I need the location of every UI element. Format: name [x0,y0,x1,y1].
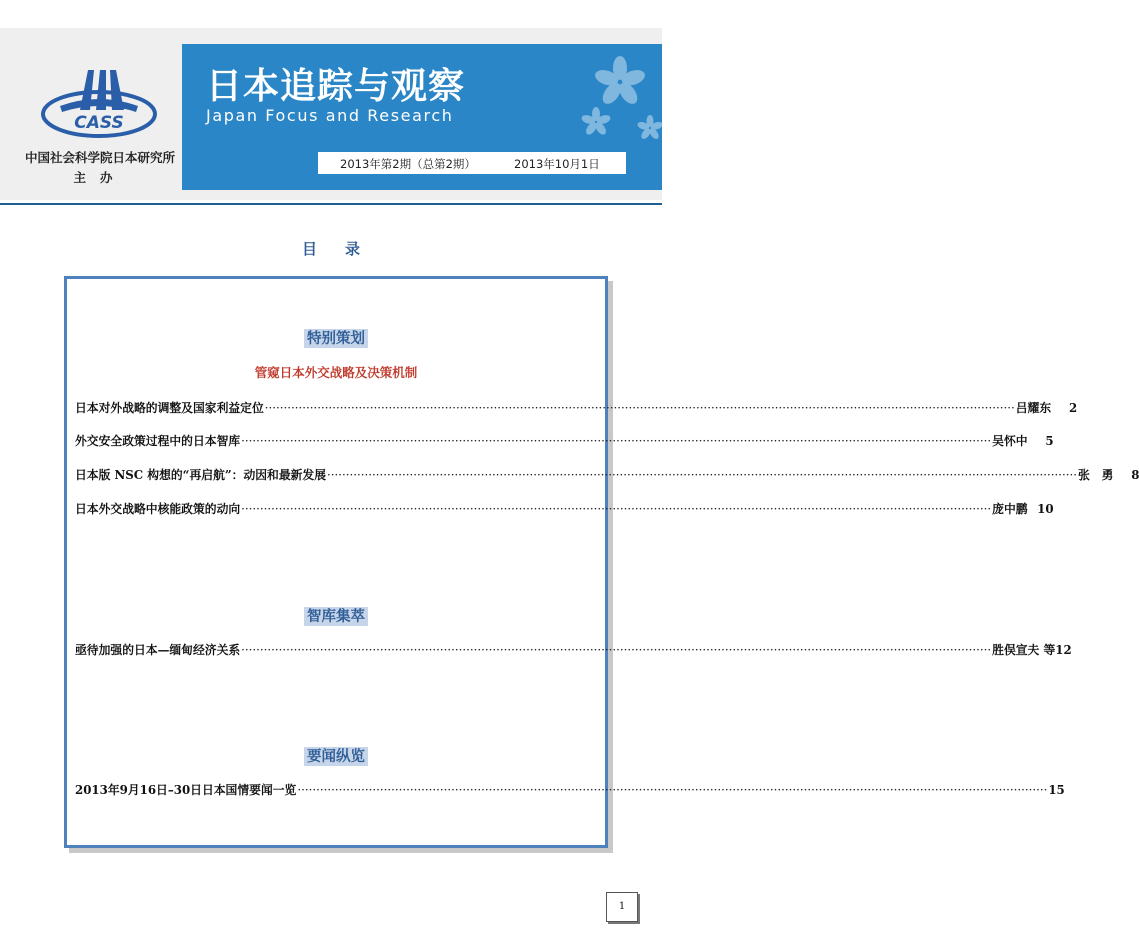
entry-page: 5 [1045,434,1054,448]
entry-page: 2 [1068,401,1078,415]
header-divider [0,203,662,205]
publication-subtitle: Japan Focus and Research [206,106,454,125]
cass-logo [40,62,158,140]
leader-dots: ········································································································································································································ [264,401,1015,415]
section-title [67,327,605,348]
entry-author: 吴怀中 [992,434,1028,448]
title-banner [182,44,662,190]
entry-page: 15 [1048,783,1065,797]
toc-entry[interactable] [75,641,1072,659]
toc-box [64,276,1139,848]
issue-number: 2013年第2期（总第2期） [340,157,476,171]
entry-title: 亟待加强的日本—缅甸经济关系 [75,643,241,657]
entry-title: 外交安全政策过程中的日本智库 [75,434,241,448]
entry-title: 日本版 NSC 构想的“再启航”：动因和最新发展 [75,468,327,482]
leader-dots: ········································································································································································································ [241,434,992,448]
leader-dots: ········································································································································································································ [327,468,1078,482]
section-title-label: 特别策划 [304,329,368,348]
organization-name: 中国社会科学院日本研究所 [24,150,175,165]
leader-dots: ········································································································································································································ [241,502,992,516]
publication-title: 日本追踪与观察 [206,66,466,107]
entry-page: 10 [1037,502,1054,516]
entry-title: 日本对外战略的调整及国家利益定位 [75,401,264,415]
section-title [67,605,605,626]
entry-page: 8 [1131,468,1139,482]
entry-author: 吕耀东 [1015,401,1052,415]
entry-title: 日本外交战略中核能政策的动向 [75,502,241,516]
section-title-label: 要闻纵览 [304,747,368,766]
page-number: 1 [606,892,638,922]
sakura-flower-icon [576,44,662,144]
leader-dots: ········································································································································································································ [241,643,992,657]
logo-text: CASS [74,113,124,133]
section-subtitle: 管窥日本外交战略及决策机制 [254,365,418,380]
toc-entry[interactable] [75,500,1054,518]
leader-dots: ········································································································································································································ [297,783,1048,797]
toc-entry[interactable] [75,432,1054,450]
entry-title: 2013年9月16日–30日日本国情要闻一览 [75,783,297,797]
toc-entry[interactable] [75,466,1139,484]
entry-author: 庞中鹏 [992,502,1028,516]
toc-heading: 目录 [301,240,388,258]
issue-info [318,152,626,174]
issue-date: 2013年10月1日 [514,157,600,171]
toc-entry[interactable] [75,399,1078,417]
toc-entry[interactable] [75,781,1065,799]
entry-author: 张 勇 [1078,468,1114,482]
section-title [67,745,605,766]
entry-page: 12 [1055,643,1072,657]
entry-author: 胜俣宣夫 等 [992,643,1056,657]
section-title-label: 智库集萃 [304,607,368,626]
organization-role: 主办 [73,170,127,185]
